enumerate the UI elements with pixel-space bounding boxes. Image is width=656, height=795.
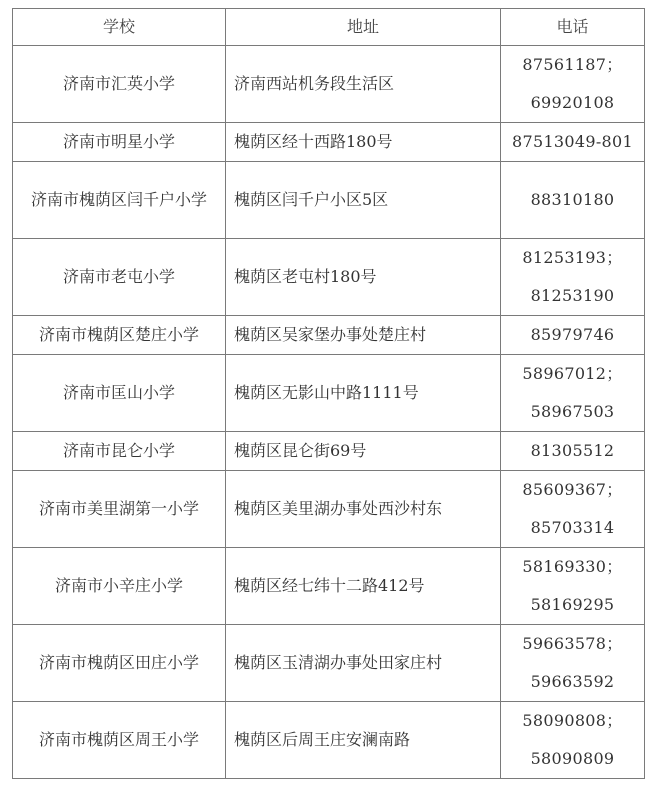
phone-number: 58090808； (522, 711, 623, 730)
table-row (13, 239, 645, 316)
table-row (13, 123, 645, 162)
phone-number: 85609367； (522, 480, 623, 499)
phone-number: 58169330； (522, 557, 623, 576)
phone-number: 81305512 (530, 441, 615, 460)
school-name: 济南市槐荫区楚庄小学 (13, 316, 226, 355)
school-phone (501, 123, 645, 162)
school-address: 济南西站机务段生活区 (226, 46, 501, 123)
school-phone (501, 625, 645, 702)
school-name: 济南市小辛庄小学 (13, 548, 226, 625)
school-address: 槐荫区经七纬十二路412号 (226, 548, 501, 625)
school-name: 济南市明星小学 (13, 123, 226, 162)
school-address: 槐荫区经十西路180号 (226, 123, 501, 162)
school-address: 槐荫区无影山中路1111号 (226, 355, 501, 432)
phone-number: 69920108 (530, 93, 615, 112)
header-school: 学校 (13, 9, 226, 46)
school-name: 济南市老屯小学 (13, 239, 226, 316)
school-phone (501, 471, 645, 548)
school-phone (501, 432, 645, 471)
school-name: 济南市槐荫区闫千户小学 (13, 162, 226, 239)
phone-number: 58169295 (530, 595, 615, 614)
school-phone (501, 239, 645, 316)
school-address: 槐荫区昆仑街69号 (226, 432, 501, 471)
phone-number: 81253190 (530, 286, 615, 305)
school-name: 济南市美里湖第一小学 (13, 471, 226, 548)
table-row (13, 162, 645, 239)
school-address: 槐荫区吴家堡办事处楚庄村 (226, 316, 501, 355)
phone-number: 58967503 (530, 402, 615, 421)
table-row (13, 46, 645, 123)
phone-number: 58967012； (522, 364, 623, 383)
school-phone (501, 702, 645, 779)
phone-number: 59663578； (522, 634, 623, 653)
table-header-row (13, 9, 645, 46)
table-row (13, 625, 645, 702)
school-address: 槐荫区美里湖办事处西沙村东 (226, 471, 501, 548)
school-address: 槐荫区玉清湖办事处田家庄村 (226, 625, 501, 702)
school-phone (501, 316, 645, 355)
table-row (13, 355, 645, 432)
table-row (13, 432, 645, 471)
header-phone: 电话 (501, 9, 645, 46)
school-address: 槐荫区闫千户小区5区 (226, 162, 501, 239)
school-table (12, 8, 645, 779)
school-phone (501, 355, 645, 432)
school-name: 济南市槐荫区周王小学 (13, 702, 226, 779)
phone-number: 81253193； (522, 248, 623, 267)
header-address: 地址 (226, 9, 501, 46)
phone-number: 85979746 (530, 325, 615, 344)
table-row (13, 471, 645, 548)
school-address: 槐荫区后周王庄安澜南路 (226, 702, 501, 779)
school-address: 槐荫区老屯村180号 (226, 239, 501, 316)
school-name: 济南市槐荫区田庄小学 (13, 625, 226, 702)
phone-number: 59663592 (530, 672, 615, 691)
phone-number: 88310180 (530, 190, 615, 209)
phone-number: 87561187； (522, 55, 623, 74)
phone-number: 87513049-801 (512, 132, 633, 151)
phone-number: 58090809 (530, 749, 615, 768)
school-phone (501, 162, 645, 239)
school-name: 济南市匡山小学 (13, 355, 226, 432)
school-phone (501, 548, 645, 625)
school-name: 济南市汇英小学 (13, 46, 226, 123)
school-name: 济南市昆仑小学 (13, 432, 226, 471)
table-row (13, 548, 645, 625)
school-phone (501, 46, 645, 123)
table-row (13, 702, 645, 779)
school-table-container (12, 8, 645, 779)
phone-number: 85703314 (530, 518, 615, 537)
table-row (13, 316, 645, 355)
